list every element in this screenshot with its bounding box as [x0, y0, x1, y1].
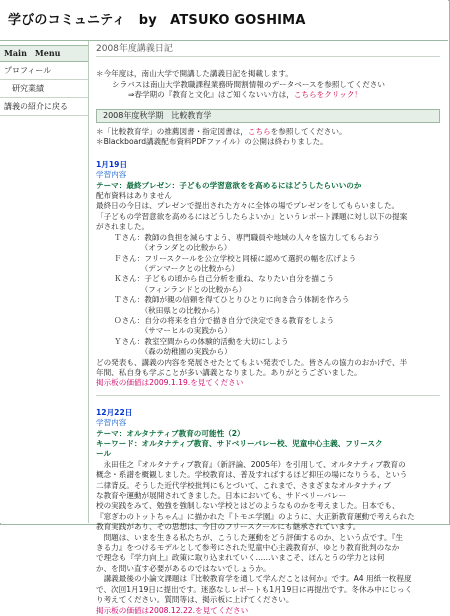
notice-block — [96, 69, 444, 100]
reading-list-link[interactable]: こちら — [247, 127, 271, 137]
presentation-item: （秋田県との比較から） — [114, 305, 225, 315]
entry-line: 二律背反。そうした近代学校批判にもとづいて、これまで、さまざまなオルタナティブ — [96, 480, 391, 490]
main-content — [92, 41, 444, 615]
entry-theme: テーマ：オルタナティブ教育の可能性（2） — [96, 428, 245, 438]
presentation-item: Ｙさん：教室空間からの体験的活動を大切にしよう — [114, 336, 289, 346]
intro-line-2: ＊Blackboard講義配布資料PDFファイル）の公開は終わりました。 — [96, 137, 328, 147]
board-link[interactable]: 掲示板の価値は2009.1.19.を見てください — [96, 378, 244, 388]
presentation-item: （デンマークとの比較から） — [114, 263, 240, 273]
presentation-item: Ｆさん：フリースクールを公立学校と同様に認めて選択の幅を広げよう — [114, 253, 357, 263]
board-link[interactable]: 掲示板の価値は2008.12.22.を見てください — [96, 605, 249, 615]
entry-keywords-cont: ール — [96, 449, 112, 459]
entry-label: 学習内容 — [96, 170, 127, 180]
presentation-item: （オランダとの比較から） — [114, 243, 232, 253]
entry-line: 永田佳之『オルタナティブ教育』（新評論、2005年）を引用して、オルタナティブ教育の — [96, 459, 406, 469]
entry-line: で理念も『学力向上』政策に取り込まれていく……いまこそ、ほんとうの学力とは何 — [96, 553, 385, 563]
entry-keywords: キーワード：オルタナティブ教育、サドベリーバレー校、児童中心主義、フリースク — [96, 439, 383, 448]
entry-label: 学習内容 — [96, 418, 127, 428]
entry-closing: どの発表も、講義の内容を発展させたとてもよい発表でした。皆さんの協力のおかげで、半 — [96, 357, 408, 367]
intro-line-1-suffix: を参照してください。 — [270, 127, 347, 137]
entry-line: か、を問い直す必要があるのではないでしょうか。 — [96, 563, 271, 573]
sidebar-item-back-to-lectures[interactable]: 講義の紹介に戻る — [0, 98, 88, 116]
notice-line-1: ＊今年度は，南山大学で開講した講義日記を掲載します。 — [96, 69, 293, 79]
notice-line-3-text: ⇒春学期の『教育と文化』はご知くないい方は， — [128, 90, 294, 100]
entry-line: 概念・系譜を概観しました。学校教育は、普及すればするほど抑圧の場になりうる、という — [96, 470, 408, 480]
entry-line: 『窓ぎわのトットちゃん』に描かれた『トモエ学園』のように、大正新教育運動で考えられた — [96, 511, 415, 521]
entry-line: 講義最後の小論文課題は『比較教育学を通して学んだことは何か』です。A4 用紙一枚程度 — [96, 574, 412, 584]
spring-course-link[interactable]: こちらをクリック！ — [293, 90, 362, 100]
intro-line-1 — [96, 127, 444, 137]
sidebar — [0, 41, 89, 523]
entry-theme: テーマ：最終プレゼン：子どもの学習意欲をを高めるにはどうしたらいいのか — [96, 180, 362, 190]
presentation-item: （フィンランドとの比較から） — [114, 284, 247, 294]
entry-closing: 年間、私自身も学ぶことが多い講義となりました。ありがとうございました。 — [96, 367, 362, 377]
entry-line: 問題は、いまを生きる私たちが、こうした運動をどう評価するのか、という点です。『生 — [96, 532, 403, 542]
entry-line: きる力』をつけるモデルとして参考にされた児童中心主義教育が、ゆとり教育批判のなか — [96, 543, 400, 553]
entry-line: な教育や運動が展開されてきました。日本においても、サドベリーバレー — [96, 491, 347, 501]
entry-date: 12月22日 — [96, 407, 133, 417]
presentation-item: Ｋさん：子どもの頃から自己分析を重ね、なりたい自分を描こう — [114, 274, 335, 284]
sidebar-item-research[interactable]: 研究業績 — [0, 80, 88, 98]
site-header — [0, 0, 448, 41]
main-menu-heading: Main Menu — [0, 45, 88, 62]
entry-line: 教育実践があり、その思想は、今日のフリースクールにも継承されています。 — [96, 522, 361, 532]
entry-line: 配布資料はありません — [96, 191, 172, 201]
notice-line-2: シラバスは南山大学教職課程業務時間割情報のデータベースを参照してください — [112, 79, 385, 89]
section-header: 2008年度秋学期 比較教育学 — [96, 109, 440, 123]
entry-line: 「子どもの学習意欲を高めるにはどうしたらよいか」というレポート課題に対し以下の提案 — [96, 211, 408, 221]
presentation-item: （サマーヒルの実践から） — [114, 326, 232, 336]
entry-line: で、次回1月19日に提出です。迷惑なしレポートも1月19日に再提出です。冬休み中にじっく — [96, 584, 413, 594]
page-title: 2008年度講義日記 — [96, 44, 440, 57]
intro-line-1-text: ＊「比較教育学」の推薦図書・指定図書は， — [96, 127, 248, 137]
entry-dec-22 — [92, 408, 444, 616]
notice-line-3 — [96, 90, 444, 100]
presentation-item: Ｔさん：教師が親の信頼を得てひとりひとりに向き合う体制を作ろう — [114, 295, 350, 305]
entry-jan-19 — [92, 160, 444, 389]
entry-line: り考えてください。質問等は、掲示板に上げてください。 — [96, 595, 294, 605]
sidebar-item-profile[interactable]: プロフィール — [0, 62, 88, 80]
intro-block — [96, 127, 444, 148]
entry-line: がされました。 — [96, 222, 150, 232]
presentation-item: Ｏさん：自分の将来を自分で描き自分で決定できる教育をしよう — [114, 315, 335, 325]
presentation-item: （森の幼稚園の実践から） — [114, 347, 232, 357]
divider — [96, 395, 440, 396]
entry-line: 校の実践をみて、勉強を強制しない学校とはどのようなものかを考えました。日本でも、 — [96, 501, 400, 511]
site-title: 学びのコミュニティ by ATSUKO GOSHIMA — [8, 13, 306, 28]
entry-line: 最終日の今日は、プレゼンで提出された方々に全体の場でプレゼンをしてもらいました。 — [96, 201, 400, 211]
presentation-item: Ｔさん：教師の負担を減らすよう、専門職員や地域の人々を協力してもらおう — [114, 232, 380, 242]
entry-date: 1月19日 — [96, 159, 128, 169]
